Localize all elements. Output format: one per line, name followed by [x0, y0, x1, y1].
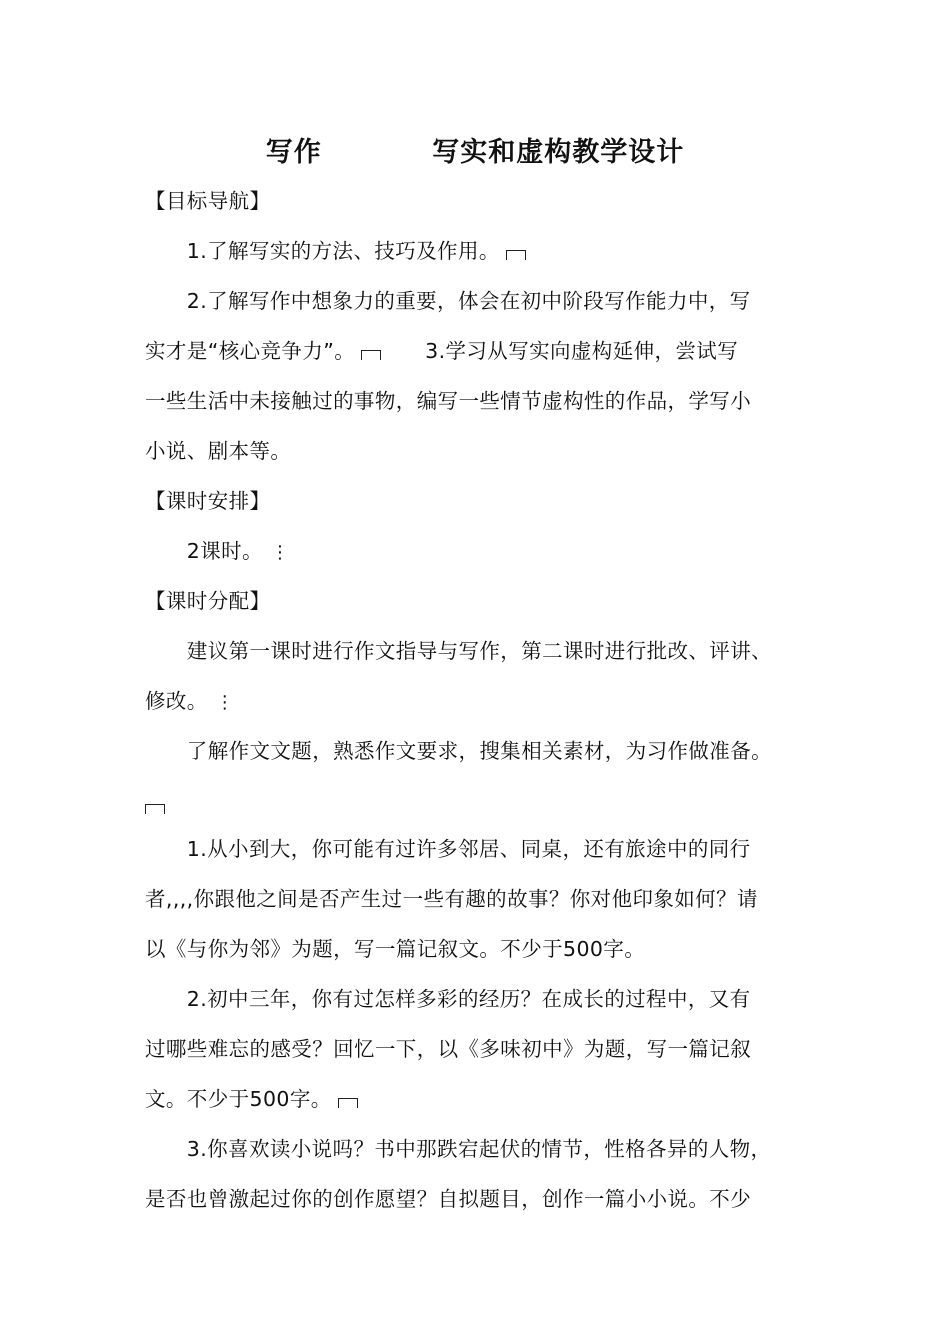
paragraph-line: 3.你喜欢读小说吗？书中那跌宕起伏的情节，性格各异的人物， — [145, 1137, 772, 1161]
paragraph-line: 1.从小到大，你可能有过许多邻居、同桌，还有旅途中的同行 — [145, 837, 751, 861]
vertical-dots-icon: ⋮ — [270, 542, 289, 563]
paragraph-line: 实才是“核心竞争力”。 3.学习从写实向虚构延伸，尝试写 — [145, 339, 739, 363]
paragraph-line: 过哪些难忘的感受？回忆一下，以《多味初中》为题，写一篇记叙 — [145, 1037, 752, 1061]
paragraph-line — [145, 786, 165, 816]
section-heading-schedule: 【课时安排】 — [145, 489, 271, 513]
vertical-dots-icon: ⋮ — [215, 692, 234, 713]
paragraph-line: 一些生活中未接触过的事物，编写一些情节虚构性的作品，学写小 — [145, 389, 752, 413]
paragraph-line: 2.初中三年，你有过怎样多彩的经历？在成长的过程中，又有 — [145, 987, 751, 1011]
section-heading-allocation: 【课时分配】 — [145, 589, 271, 613]
paragraph-line: 小说、剧本等。 — [145, 439, 292, 463]
paragraph-line: 以《与你为邻》为题，写一篇记叙文。不少于500字。 — [145, 937, 646, 961]
edit-mark-icon — [338, 1098, 358, 1108]
paragraph-line: 文。不少于500字。 — [145, 1084, 358, 1114]
paragraph-line: 是否也曾激起过你的创作愿望？自拟题目，创作一篇小小说。不少 — [145, 1187, 752, 1211]
paragraph-line: 了解作文文题，熟悉作文要求，搜集相关素材，为习作做准备。 — [145, 739, 772, 763]
paragraph-line: 2.了解写作中想象力的重要，体会在初中阶段写作能力中，写 — [145, 289, 751, 313]
edit-mark-icon — [506, 250, 526, 260]
document-title: 写作 写实和虚构教学设计 — [265, 137, 685, 168]
section-heading-goals: 【目标导航】 — [145, 189, 271, 213]
paragraph-line: 2课时。 ⋮ — [145, 536, 289, 568]
paragraph-line: 1.了解写实的方法、技巧及作用。 — [145, 236, 526, 266]
paragraph-line: 建议第一课时进行作文指导与写作，第二课时进行批改、评讲、 — [145, 639, 772, 663]
edit-mark-icon — [145, 804, 165, 814]
edit-mark-icon — [361, 350, 381, 360]
paragraph-line: 者,,,,你跟他之间是否产生过一些有趣的故事？你对他印象如何？请 — [145, 887, 758, 911]
paragraph-line: 修改。 ⋮ — [145, 686, 234, 718]
